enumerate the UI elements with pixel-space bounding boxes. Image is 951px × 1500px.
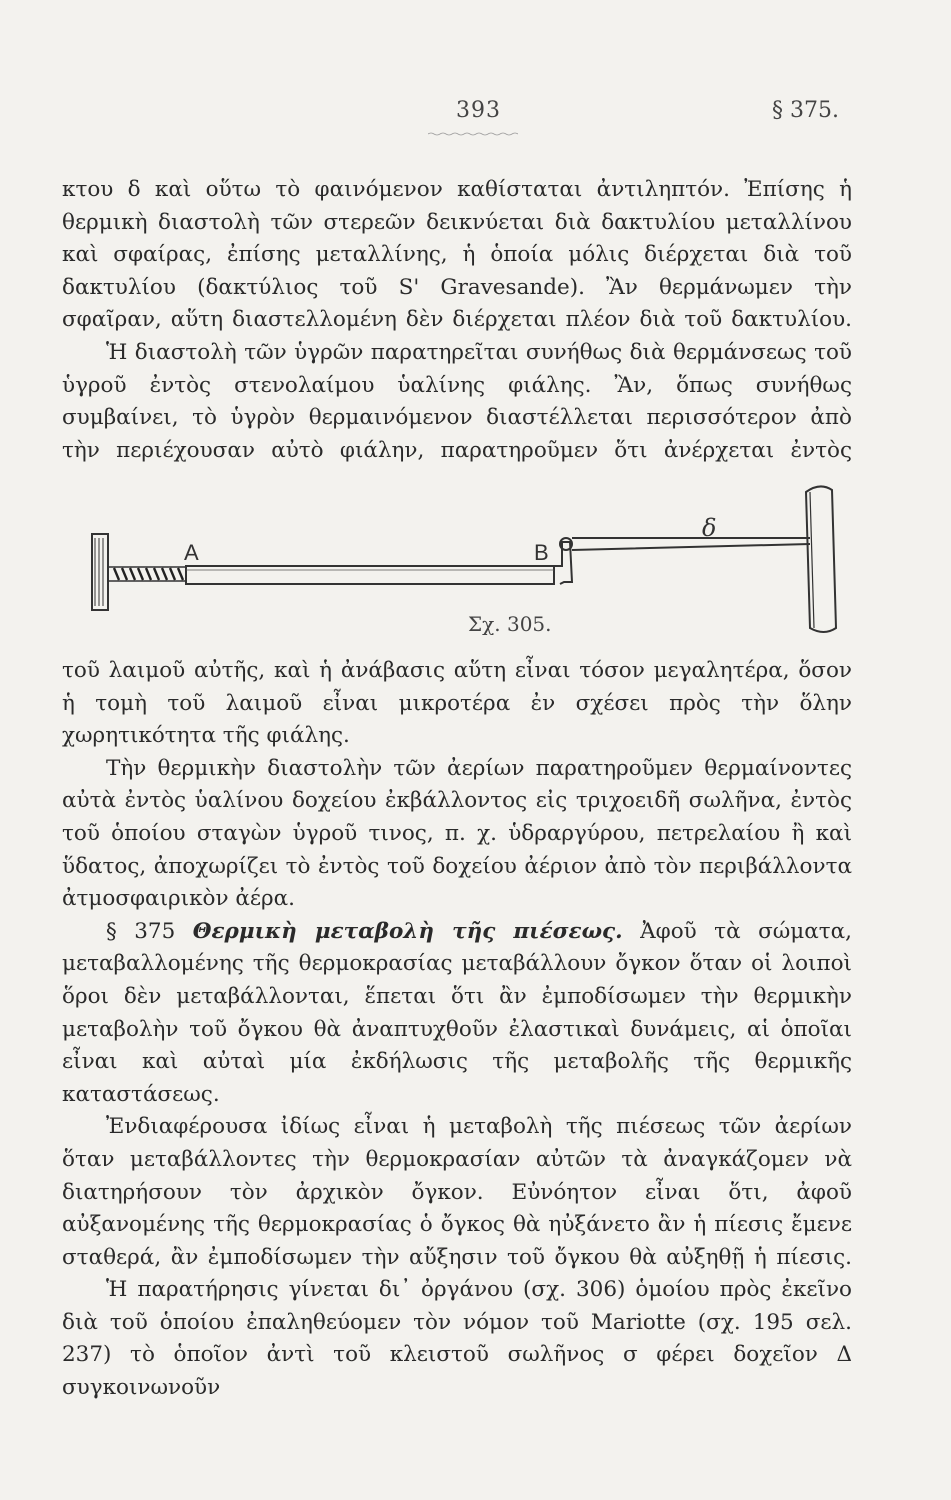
figure-305 — [80, 478, 850, 648]
text-block-top — [62, 174, 852, 467]
paragraph: Ἐνδιαφέρουσα ἰδίως εἶναι ἡ μεταβολὴ τῆς πιέσεως τῶν ἀερίων ὅταν μεταβάλλοντες τὴν θερμοκρασίαν αὐτῶν τὰ ἀναγκάζομεν νὰ διατηρήσουν τὸν ἀρχικὸν ὄγκον. Εὐνόητον εἶναι ὅτι, ἀφοῦ αὐξανομένης τῆς θερμοκρασίας ὁ ὄγκος θὰ ηὐξάνετο ἂν ἡ πίεσις ἔμενε σταθερά, ἂν ἐμποδίσωμεν τὴν αὔξησιν τοῦ ὄγκου θὰ αὐξηθῇ ἡ πίεσις. — [62, 1114, 852, 1270]
section-body: Ἀφοῦ τὰ σώματα, μεταβαλλομένης τῆς θερμοκρασίας μεταβάλλουν ὄγκον ὅταν οἱ λοιποὶ ὅροι δὲν μεταβάλλονται, ἕπεται ὅτι ἂν ἐμποδίσωμεν τὴν θερμικὴν μεταβολὴν τοῦ ὄγκου θὰ ἀναπτυχθοῦν ἐλαστικαὶ δυνάμεις, αἱ ὁποῖαι εἶναι καὶ αὐταὶ μία ἐκδήλωσις τῆς μεταβολῆς τῆς θερμικῆς καταστάσεως. — [62, 918, 853, 1107]
page-header — [0, 98, 951, 138]
section-paragraph — [62, 916, 852, 1112]
section-title: Θερμικὴ μεταβολὴ τῆς πιέσεως. — [192, 918, 623, 944]
label-delta: δ — [702, 514, 717, 542]
section-reference: § 375. — [772, 98, 839, 123]
paragraph: Ἡ παρατήρησις γίνεται δι᾽ ὀργάνου (σχ. 306) ὁμοίου πρὸς ἐκεῖνο διὰ τοῦ ὁποίου ἐπαληθεύομεν τὸν νόμον τοῦ Mariotte (σχ. 195 σελ. 237) τὸ ὁποῖον ἀντὶ τοῦ κλειστοῦ σωλῆνος σ φέρει δοχεῖον Δ συγκοινωνοῦν — [62, 1277, 852, 1401]
screw-knob — [92, 534, 108, 610]
paragraph: κτου δ καὶ οὕτω τὸ φαινόμενον καθίσταται ἀντιληπτόν. Ἐπίσης ἡ θερμικὴ διαστολὴ τῶν στερεῶν δεικνύεται διὰ δακτυλίου μεταλλίνου καὶ σφαίρας, ἐπίσης μεταλλίνης, ἡ ὁποία μόλις διέρχεται διὰ τοῦ δακτυλίου (δακτύλιος τοῦ S' Gravesande). Ἂν θερμάνωμεν τὴν σφαῖραν, αὕτη διαστελλομένη δὲν διέρχεται πλέον διὰ τοῦ δακτυλίου. — [62, 177, 852, 333]
page-number: 393 — [456, 98, 501, 123]
paragraph: Ἡ διαστολὴ τῶν ὑγρῶν παρατηρεῖται συνήθως διὰ θερμάνσεως τοῦ ὑγροῦ ἐντὸς στενολαίμου ὑαλίνης φιάλης. Ἂν, ὅπως συνήθως συμβαίνει, τὸ ὑγρὸν θερμαινόμενον διαστέλλεται περισσότερον ἀπὸ τὴν περιέχουσαν αὐτὸ φιάλην, παρατηροῦμεν ὅτι ἀνέρχεται ἐντὸς — [62, 339, 852, 463]
section-number: § 375 — [106, 918, 176, 944]
expansion-rod — [186, 566, 554, 584]
paragraph: Τὴν θερμικὴν διαστολὴν τῶν ἀερίων παρατηροῦμεν θερμαίνοντες αὐτὰ ἐντὸς ὑαλίνου δοχείου ἐκβάλλοντος εἰς τριχοειδῆ σωλῆνα, ἐντὸς τοῦ ὁποίου σταγὼν ὑγροῦ τινος, π. χ. ὑδραργύρου, πετρελαίου ἢ καὶ ὕδατος, ἀποχωρίζει τὸ ἐντὸς τοῦ δοχείου ἀέριον ἀπὸ τὸν περιβάλλοντα ἀτμοσφαιρικὸν ἀέρα. — [62, 755, 852, 912]
figure-caption: Σχ. 305. — [468, 612, 552, 636]
header-rule — [428, 132, 518, 136]
label-a: A — [184, 540, 199, 565]
label-b: B — [534, 540, 549, 565]
paragraph: τοῦ λαιμοῦ αὐτῆς, καὶ ἡ ἀνάβασις αὕτη εἶναι τόσον μεγαλητέρα, ὅσον ἡ τομὴ τοῦ λαιμοῦ εἶναι μικροτέρα ἐν σχέσει πρὸς τὴν ὅλην χωρητικότητα τῆς φιάλης. — [62, 658, 852, 749]
text-block-bottom — [62, 655, 852, 1405]
